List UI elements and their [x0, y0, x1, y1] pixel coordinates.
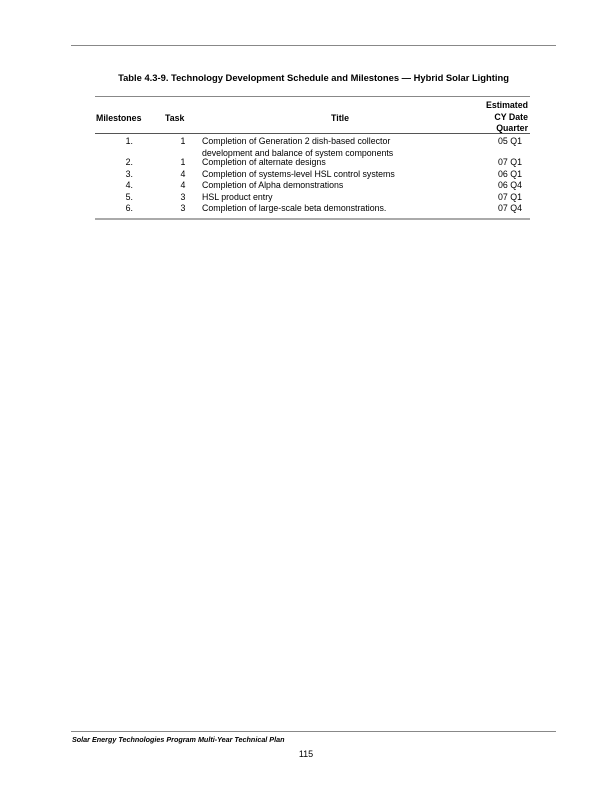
- cell-date: 06 Q4: [498, 180, 522, 190]
- cell-task: 3: [180, 191, 186, 202]
- column-header-date-line1: Estimated: [485, 100, 528, 110]
- cell-date: 05 Q1: [498, 136, 522, 146]
- cell-date: 07 Q1: [498, 157, 522, 167]
- column-header-task: Task: [165, 113, 185, 123]
- column-header-milestones: Milestones: [96, 113, 142, 123]
- page-number: 115: [298, 749, 314, 759]
- cell-title: [202, 136, 502, 159]
- table-caption: Table 4.3-9. Technology Development Schedule and Milestones — Hybrid Solar Lighting: [118, 72, 509, 83]
- cell-task: 1: [180, 157, 186, 167]
- cell-milestone: 3.: [125, 168, 133, 179]
- header-rule: [71, 45, 556, 46]
- cell-task: 4: [180, 168, 186, 179]
- cell-title: Completion of large-scale beta demonstrations.: [202, 203, 387, 213]
- cell-title: Completion of systems-level HSL control systems: [202, 168, 395, 179]
- footer-program-title: Solar Energy Technologies Program Multi-Year Technical Plan: [72, 735, 285, 744]
- cell-title: Completion of alternate designs: [202, 157, 326, 167]
- column-header-estimated-date: [470, 100, 528, 135]
- cell-milestone: 4.: [125, 180, 133, 190]
- footer-rule: [71, 731, 556, 732]
- table-bottom-rule: [95, 218, 530, 220]
- table-top-rule: [95, 96, 530, 97]
- cell-milestone: 5.: [125, 191, 133, 202]
- cell-date: 07 Q4: [498, 203, 522, 213]
- cell-task: 3: [180, 203, 186, 213]
- header-divider: [95, 133, 530, 134]
- cell-milestone: 1.: [125, 136, 133, 146]
- column-header-date-line3: Quarter: [496, 123, 528, 133]
- column-header-date-line2: CY Date: [494, 111, 528, 122]
- cell-milestone: 6.: [125, 203, 133, 213]
- cell-date: 07 Q1: [498, 191, 522, 202]
- cell-title: HSL product entry: [202, 191, 273, 202]
- cell-milestone: 2.: [125, 157, 133, 167]
- cell-title-line1: Completion of Generation 2 dish-based collector: [202, 136, 391, 146]
- cell-title: Completion of Alpha demonstrations: [202, 180, 344, 190]
- cell-task: 4: [180, 180, 186, 190]
- cell-date: 06 Q1: [498, 168, 522, 179]
- cell-task: 1: [180, 136, 186, 146]
- cell-title-line2: development and balance of system components: [202, 147, 394, 158]
- column-header-title: Title: [331, 113, 349, 123]
